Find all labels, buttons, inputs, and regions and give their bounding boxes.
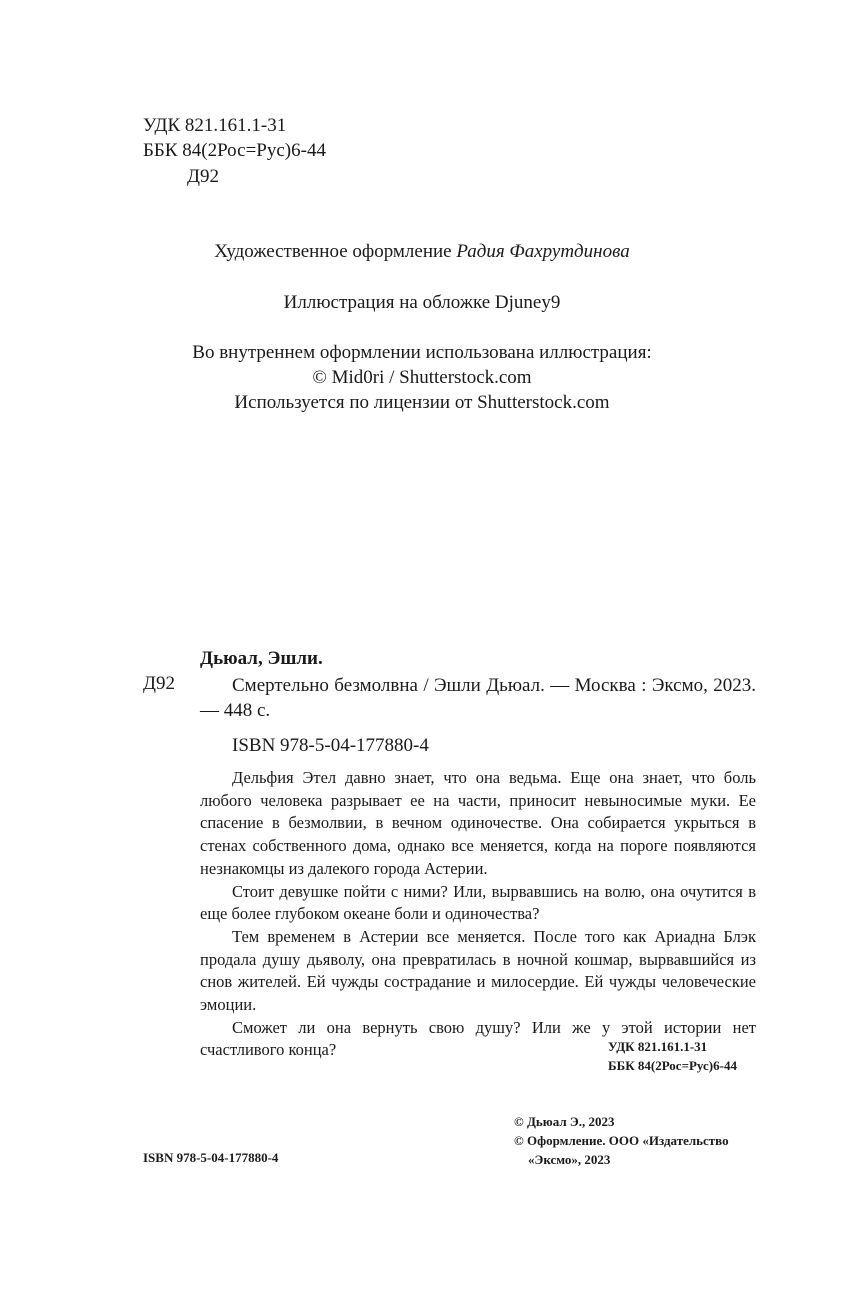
design-credit: [0, 239, 844, 264]
bib-description: [200, 673, 756, 723]
bib-description-text: Смертельно безмолвна / Эшли Дьюал. — Москва : Эксмо, 2023. — 448 с.: [200, 675, 756, 721]
design-credit-name: Радия Фахрутдинова: [456, 241, 630, 262]
annotation: [200, 767, 756, 1062]
inner-illustration-credit: [0, 340, 844, 415]
bib-author-mark: Д92: [143, 673, 175, 694]
inner-illustration-line-3: Используется по лицензии от Shutterstock.com: [234, 392, 610, 413]
inner-illustration-line-2: © Mid0ri / Shutterstock.com: [312, 367, 532, 388]
inner-illustration-line-1: Во внутреннем оформлении использована иллюстрация:: [192, 342, 652, 363]
cover-illustration-credit: Иллюстрация на обложке Djuney9: [283, 292, 561, 313]
codes-right: [608, 1037, 737, 1075]
annotation-paragraph: Дельфия Этел давно знает, что она ведьма. Еще она знает, что боль любого человека разрывает ее на части, приносит невыносимые муки. Ее спасение в безмолвии, в вечном одиночестве. Она собирается укрыться в стенах собственного дома, однако все меняется, когда на пороге появляются незнакомцы из далекого города Астерии.: [200, 768, 756, 878]
copyright-design-line-1: © Оформление. ООО «Издательство: [514, 1133, 729, 1148]
copyright-author: © Дьюал Э., 2023: [514, 1114, 615, 1129]
udk-code-right: УДК 821.161.1-31: [608, 1039, 708, 1054]
annotation-paragraph: Тем временем в Астерии все меняется. После того как Ариадна Блэк продала душу дьяволу, она превратилась в ночной кошмар, вырвавшийся из снов жителей. Ей чужды сострадание и милосердие. Ей чужды человеческие эмоции.: [200, 926, 756, 1015]
design-credit-prefix: Художественное оформление: [214, 241, 457, 262]
footer-isbn: ISBN 978-5-04-177880-4: [143, 1150, 279, 1165]
copyright-design-line-2: «Эксмо», 2023: [528, 1152, 611, 1167]
annotation-paragraph: Сможет ли она вернуть свою душу? Или же у этой истории нет счастливого конца?: [200, 1017, 756, 1060]
udk-code: УДК 821.161.1-31: [143, 115, 287, 136]
bib-isbn: ISBN 978-5-04-177880-4: [232, 735, 429, 756]
author-heading: Дьюал, Эшли.: [200, 648, 323, 669]
copyright-block: [514, 1112, 729, 1169]
bbk-code-right: ББК 84(2Рос=Рус)6-44: [608, 1058, 737, 1073]
bbk-code: ББК 84(2Рос=Рус)6-44: [143, 140, 326, 161]
annotation-paragraph: Стоит девушке пойти с ними? Или, вырвавшись на волю, она очутится в еще более глубоком океане боли и одиночества?: [200, 881, 756, 924]
author-mark: Д92: [187, 166, 219, 187]
